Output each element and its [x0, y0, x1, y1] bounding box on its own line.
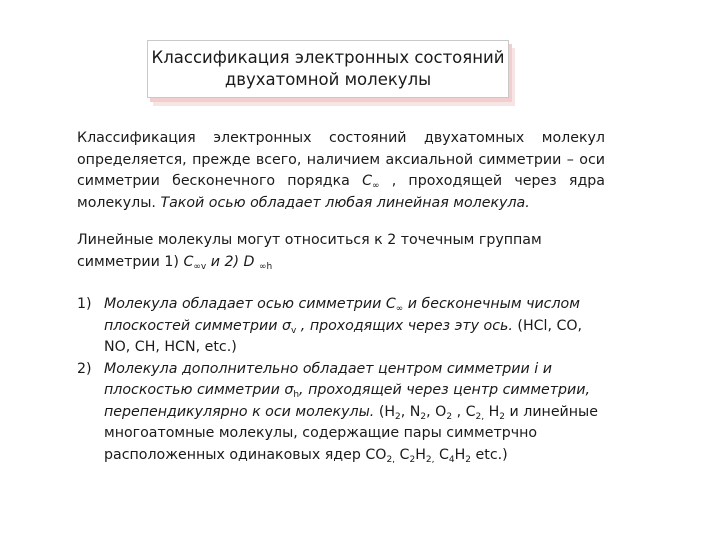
- item2-c-sub7: 2: [409, 454, 416, 465]
- paragraph-classification: [77, 128, 605, 214]
- title-line-2: двухатомной молекулы: [224, 70, 432, 89]
- paragraph-point-groups: [77, 230, 605, 273]
- list-item-2: [77, 359, 605, 467]
- item2-c-sub3: 2: [446, 411, 453, 422]
- item2-c: (H: [374, 403, 396, 420]
- group-d-inf-h-sub: ∞h: [258, 261, 273, 272]
- item1-text-c: , проходящих через эту ось.: [296, 317, 513, 334]
- group-c-inf-v: C: [183, 253, 194, 270]
- item2-c11: etc.): [471, 446, 508, 463]
- item2-c2: , N: [400, 403, 421, 420]
- list-item-1-number: 1): [77, 296, 92, 312]
- para2-line2: [77, 252, 605, 274]
- item2-text-b: , проходящей через центр симметрии, перепендикулярно к оси молекулы.: [104, 382, 590, 420]
- item1-text-b: и бесконечным числом плоскостей симметрии σ: [104, 296, 580, 334]
- item2-text-a: Молекула дополнительно обладает центром симметрии i и плоскостью симметрии σ: [104, 360, 552, 398]
- item2-c-sub9: 4: [448, 454, 455, 465]
- item2-c-sub4: 2,: [475, 411, 485, 422]
- group-c-inf-v-sub: ∞v: [193, 261, 207, 272]
- para1-line4-italic: Такой осью обладает любая линейная молекула.: [160, 194, 530, 211]
- item2-c-sub8: 2,: [425, 454, 435, 465]
- numbered-list: [77, 294, 605, 466]
- group-d-inf-h: D: [243, 253, 259, 270]
- item2-c-sub6: 2,: [386, 454, 396, 465]
- item2-c-sub1: 2: [395, 411, 401, 422]
- item2-c10: H: [454, 446, 466, 463]
- para1-line2: определяется, прежде всего, наличием аксиальной симметрии – оси: [77, 151, 605, 168]
- c-infinity-sub: ∞: [372, 181, 380, 191]
- item2-c3: , O: [426, 403, 447, 420]
- para1-line4-text: молекулы.: [77, 194, 161, 211]
- item2-c-sub5: 2: [499, 411, 506, 422]
- para2-line2-text: симметрии 1): [77, 253, 184, 270]
- c-infinity-symbol: C: [362, 173, 372, 189]
- para1-line3-rest: , проходящей через ядра: [379, 173, 605, 189]
- para2-and: и 2): [206, 253, 244, 270]
- item2-c9: C: [434, 446, 449, 463]
- para1-line1: Классификация электронных состояний двухатомных молекул: [77, 130, 605, 146]
- para1-line3-text: симметрии бесконечного порядка: [77, 173, 363, 189]
- list-item-2-number: 2): [77, 360, 92, 377]
- title-line-1: Классификация электронных состояний: [151, 48, 505, 67]
- title-box: [147, 40, 509, 98]
- para1-line3: [77, 171, 605, 193]
- item2-c-sub10: 2: [465, 454, 472, 465]
- list-item-1: [77, 294, 605, 359]
- item1-examples: (HCl, CO, NO, CH, HCN, etc.): [104, 317, 583, 355]
- para1-line4: [77, 195, 530, 211]
- item2-sub-a: h: [293, 390, 300, 400]
- item2-c4: , C: [452, 403, 476, 420]
- item2-c8: H: [415, 446, 426, 463]
- item1-text-a: Молекула обладает осью симметрии C: [104, 296, 396, 312]
- item1-sub-b: v: [290, 325, 297, 336]
- item2-c7: C: [395, 446, 410, 463]
- item1-sub-a: ∞: [395, 304, 404, 314]
- item2-c6: и линейные многоатомные молекулы, содержащие пары симметрчно расположенных одинаковых ядер CO: [104, 403, 598, 463]
- item2-c5: H: [484, 403, 500, 420]
- item2-c-sub2: 2: [420, 411, 427, 422]
- para2-line1: Линейные молекулы могут относиться к 2 точечным группам: [77, 232, 542, 248]
